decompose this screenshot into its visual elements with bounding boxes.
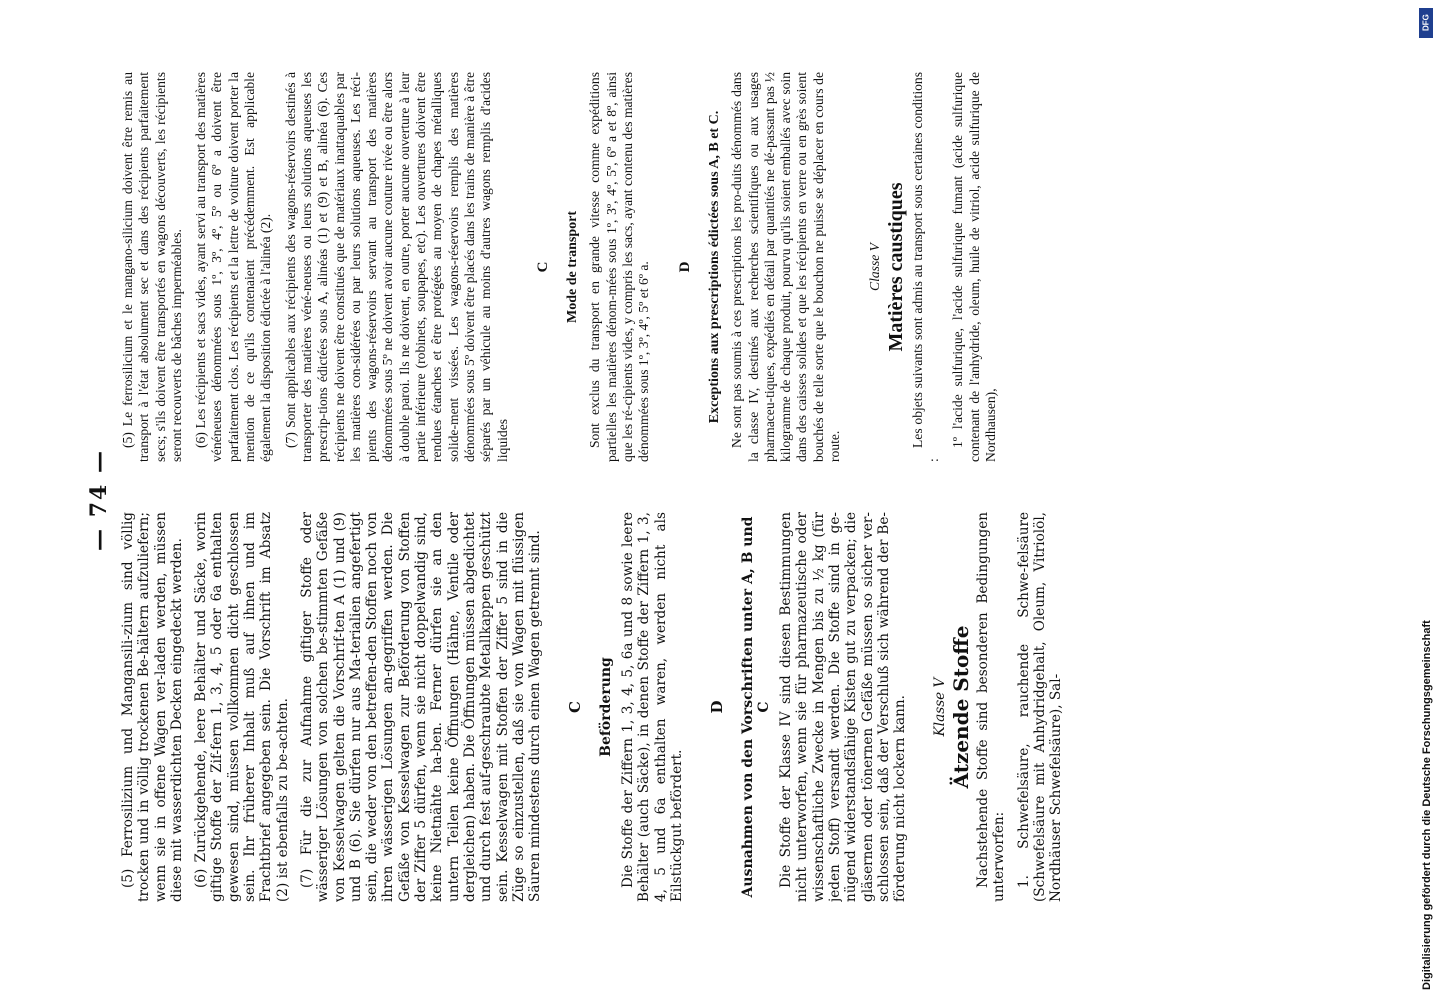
- french-paragraph-5: (5) Le ferrosilicium et le mangano-silicium doivent être remis au transport à l'état absolument sec et dans des récipients parfaitement secs; s'ils doivent être transportés en wagons découverts, les récipients seront recouverts de bâches imperméables.: [120, 72, 184, 462]
- dfg-logo-icon: DFG: [1419, 8, 1433, 38]
- german-column: [120, 512, 1300, 902]
- french-section-d-title: Exceptions aux prescriptions édictées sous A, B et C.: [706, 110, 722, 424]
- french-section-c-title: Mode de transport: [565, 211, 581, 323]
- german-klasse-title: Ätzende Stoffe: [948, 625, 973, 789]
- french-classe-title: Matières caustiques: [884, 182, 907, 352]
- page-number: — 74 —: [86, 449, 112, 551]
- digitization-credit: Digitalisierung gefördert durch die Deutsche Forschungsgemeinschaft: [1421, 620, 1433, 990]
- french-classe-heading: Classe V: [867, 243, 883, 291]
- french-column: [120, 72, 1300, 462]
- german-klasse-heading: Klasse V: [932, 677, 949, 737]
- french-item-1: 1º l'acide sulfurique, l'acide sulfurique fumant (acide sulfurique contenant de l'anhydride, oleum, huile de vitriol, acide sulfurique de Nordhausen),: [950, 72, 999, 462]
- german-section-d-letter: D: [708, 700, 727, 714]
- french-section-c-letter: C: [534, 261, 551, 273]
- french-paragraph-7: (7) Sont applicables aux récipients des wagons-réservoirs destinés à transporter des matières véné-neuses ou leurs solutions aqueuses les prescrip-tions édictées sous A, alinéas (1) et (9) et B, alinéa (6). Ces récipients ne doivent être constitués que de matériaux inattaquables par les matières con-sidérées ou par leurs solutions aqueuses. Les réci-pients des wagons-réservoirs servant au transport des matières dénommées sous 5º ne doivent avoir aucune couture rivée ou être alors à double paroi. Ils ne doivent, en outre, porter aucune ouverture à leur partie inférieure (robinets, soupapes, etc). Les ouvertures doivent être rendues étanches et être protégées au moyen de chapes métalliques solide-ment vissées. Les wagons-réservoirs remplis des matières dénommées sous 5º doivent être placés dans les trains de manière à être séparés par un véhicule au moins d'autres wagons remplis d'acides liquides: [282, 72, 510, 462]
- german-section-d-title: Ausnahmen von den Vorschriften unter A, B und C: [739, 516, 772, 898]
- german-paragraph-7: (7) Für die zur Aufnahme giftiger Stoffe oder wässeriger Lösungen von solchen be-stimmten Gefäße von Kesselwagen gelten die Vorschrif-ten A (1) und (9) und B (6). Sie dürfen nur aus Ma-terialien angefertigt sein, die weder von den betreffen-den Stoffen noch von ihren wässerigen Lösungen an-gegriffen werden. Die Gefäße von Kesselwagen zur Beförderung von Stoffen der Ziffer 5 dürfen, wenn sie nicht doppelwandig sind, keine Nietnähte ha-ben. Ferner dürfen sie an den untern Teilen keine Öffnungen (Hähne, Ventile oder dergleichen) haben. Die Öffnungen müssen abgedichtet und durch fest auf-geschraubte Metallkappen geschützt sein. Kesselwagen mit Stoffen der Ziffer 5 sind in die Züge so einzustellen, daß sie von Wagen mit flüssigen Säuren mindestens durch einen Wagen getrennt sind.: [298, 512, 544, 902]
- german-item-1: 1. Schwefelsäure, rauchende Schwe-felsäure (Schwefelsäure mit Anhydridgehalt, Oleum, Vitriolöl, Nordhäuser Schwefelsäure), Sal-: [1015, 512, 1065, 902]
- german-section-c-letter: C: [566, 701, 585, 713]
- german-section-c-text: Die Stoffe der Ziffern 1, 3, 4, 5, 6a und 8 sowie leere Behälter (auch Säcke), in denen Stoffe der Ziffern 1, 3, 4, 5 und 6a enthalten waren, werden nicht als Eilstückgut befördert.: [620, 512, 685, 902]
- german-klasse-intro: Nachstehende Stoffe sind besonderen Bedingungen unterworfen:: [975, 512, 1008, 902]
- french-section-d-letter: D: [676, 261, 693, 273]
- french-classe-intro: Les objets suivants sont admis au transport sous certaines conditions :: [909, 72, 942, 462]
- german-paragraph-6: (6) Zurückgehende, leere Behälter und Säcke, worin giftige Stoffe der Zif-fern 1, 3, 4, 5 oder 6a enthalten gewesen sind, müssen vollkommen dicht geschlossen sein. Ihr früherer Inhalt muß auf ihnen und im Frachtbrief angegeben sein. Die Vorschrift im Absatz (2) ist ebenfalls zu be-achten.: [193, 512, 291, 902]
- french-section-d-text: Ne sont pas soumis à ces prescriptions les pro-duits dénommés dans la classe IV, destinés aux recherches scientifiques ou aux usages pharmaceu-tiques, expédiés en détail par quantités ne dé-passant pas ½ kilogramme de chaque produit, pourvu qu'ils soient emballés avec soin dans des caisses solides et que les récipients en verre ou en grès soient bouchés de telle sorte que le bouchon ne puisse se déplacer en cours de route.: [729, 72, 842, 462]
- french-paragraph-6: (6) Les récipients et sacs vides, ayant servi au transport des matières vénéneuses dénommées sous 1º, 3º, 4º, 5º ou 6º a doivent être parfaitement clos. Les récipients et la lettre de voiture doivent porter la mention de ce qu'ils contenaient précédemment. Est applicable également la disposition édictée à l'alinéa (2).: [193, 72, 274, 462]
- german-section-c-title: Beförderung: [597, 657, 614, 757]
- french-section-c-text: Sont exclus du transport en grande vitesse comme expéditions partielles les matières dénom-mées sous 1º, 3º, 4º, 5º, 6º a et 8º, ainsi que les ré-cipients vides, y compris les sacs, ayant contenu des matières dénommées sous 1º, 3º, 4º, 5º et 6º a.: [587, 72, 652, 462]
- german-section-d-text: Die Stoffe der Klasse IV sind diesen Bestimmungen nicht unterworfen, wenn sie für pharmazeutische oder wissenschaftliche Zwecke in Mengen bis zu ½ kg (für jeden Stoff) versandt werden. Die Stoffe sind in ge-nügend widerstandsfähige Kisten gut zu verpacken; die gläsernen oder tönernen Gefäße müssen so sicher ver-schlossen sein, daß der Verschluß sich während der Be-förderung nicht lockern kann.: [778, 512, 909, 902]
- german-paragraph-5: (5) Ferrosilizium und Mangansili-zium sind völlig trocken und in völlig trockenen Be-hältern aufzuliefern; wenn sie in offene Wagen ver-laden werden, müssen diese mit wasserdichten Decken eingedeckt werden.: [120, 512, 185, 902]
